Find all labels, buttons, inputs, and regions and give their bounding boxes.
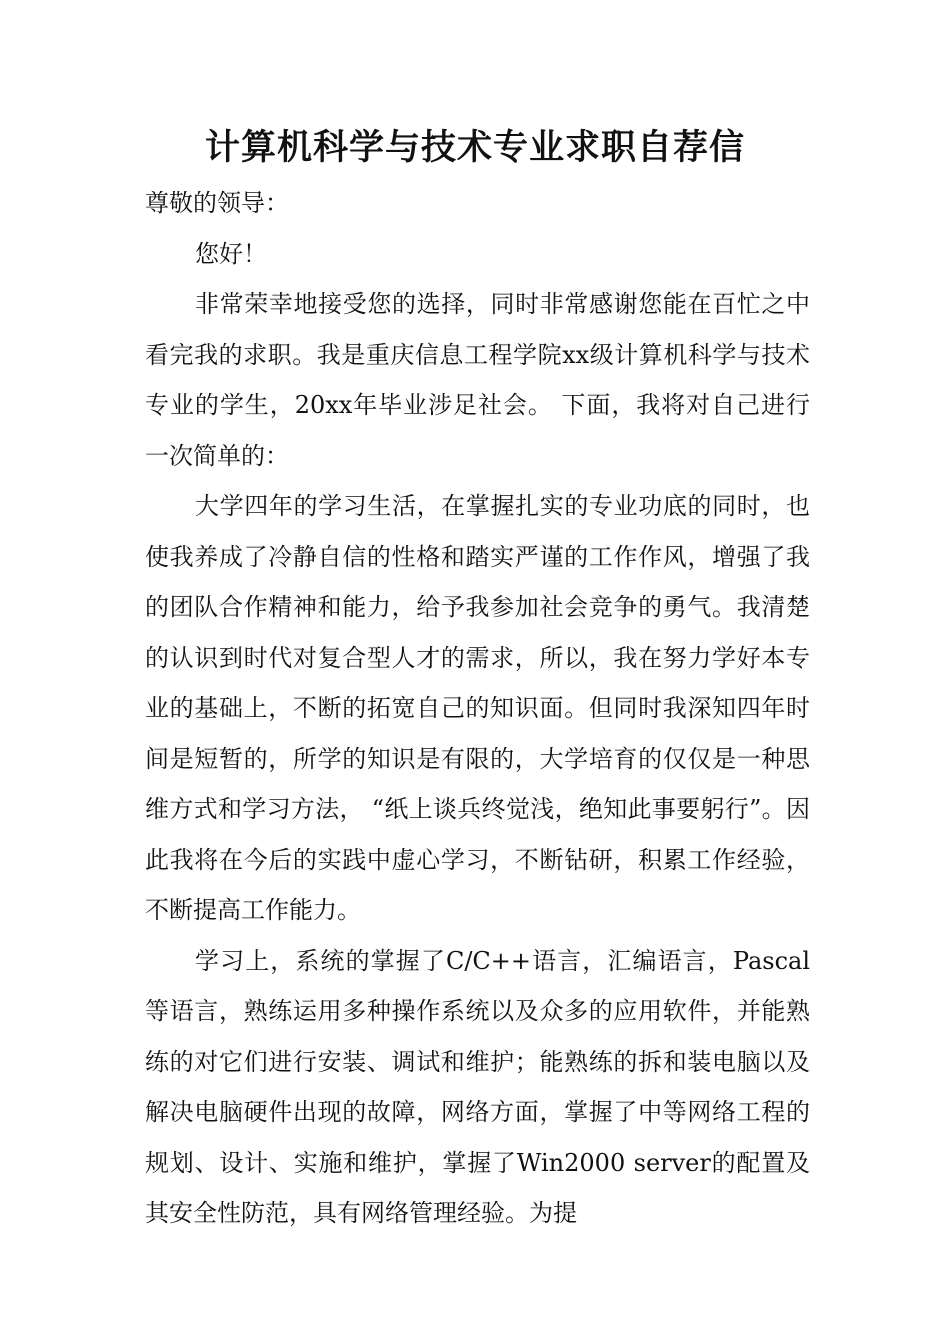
document-title: 计算机科学与技术专业求职自荐信 <box>204 128 745 168</box>
paragraph-university-life: 大学四年的学习生活，在掌握扎实的专业功底的同时，也使我养成了冷静自信的性格和踏实严谨的工作作风，增强了我的团队合作精神和能力，给予我参加社会竞争的勇气。我清楚的认识到时代对复合型人才的需求，所以，我在努力学好本专业的基础上，不断的拓宽自己的知识面。但同时我深知四年时间是短暂的，所学的知识是有限的，大学培育的仅仅是一种思维方式和学习方法， “纸上谈兵终觉浅，绝知此事要躬行”。因此我将在今后的实践中虚心学习，不断钻研，积累工作经验，不断提高工作能力。 <box>145 492 810 924</box>
paragraph-intro: 非常荣幸地接受您的选择，同时非常感谢您能在百忙之中看完我的求职。我是重庆信息工程学院xx级计算机科学与技术专业的学生，20xx年毕业涉足社会。 下面，我将对自己进行一次简单的： <box>145 290 810 470</box>
salutation: 尊敬的领导： <box>145 189 289 217</box>
greeting: 您好！ <box>195 239 267 268</box>
letter-body <box>145 178 810 1239</box>
paragraph-study-skills: 学习上，系统的掌握了C/C++语言，汇编语言，Pascal等语言，熟练运用多种操作系统以及众多的应用软件，并能熟练的对它们进行安装、调试和维护；能熟练的拆和装电脑以及解决电脑硬件出现的故障，网络方面，掌握了中等网络工程的规划、设计、实施和维护，掌握了Win2000 server的配置及其安全性防范，具有网络管理经验。为提 <box>145 946 810 1227</box>
